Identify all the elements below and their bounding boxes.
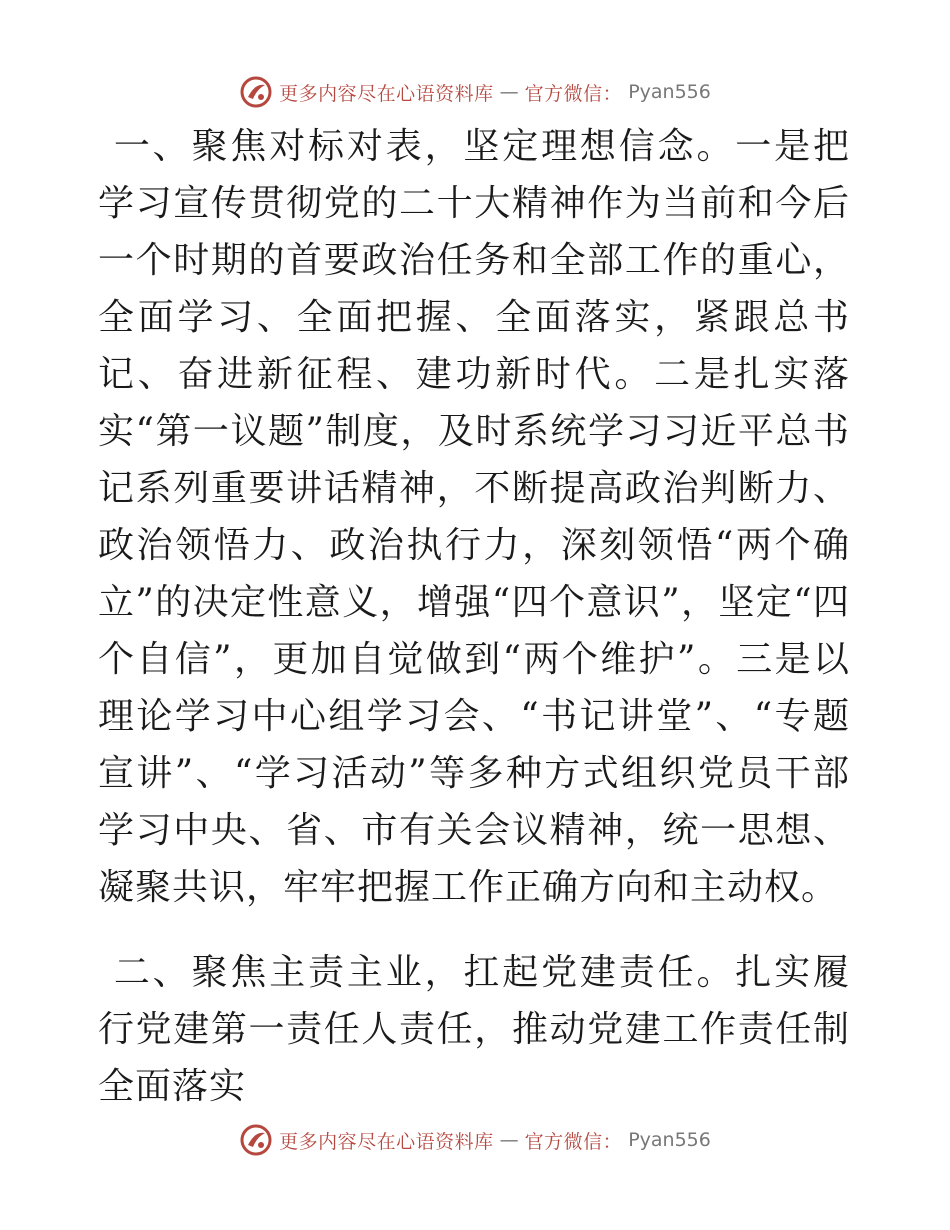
watermark-contact-prefix: 官方微信： bbox=[524, 1130, 623, 1153]
watermark-contact-id: Pyan556 bbox=[628, 81, 711, 103]
header-watermark bbox=[0, 72, 950, 112]
document-body bbox=[98, 118, 850, 1115]
watermark-contact-prefix: 官方微信： bbox=[524, 82, 623, 105]
paragraph-1-text: 一、聚焦对标对表，坚定理想信念。一是把学习宣传贯彻党的二十大精神作为当前和今后一个时期的首要政治任务和全部工作的重心，全面学习、全面把握、全面落实，紧跟总书记、奋进新征程、建功新时代。二是扎实落实“第一议题”制度，及时系统学习习近平总书记系列重要讲话精神，不断提高政治判断力、政治领悟力、政治执行力，深刻领悟“两个确立”的决定性意义，增强“四个意识”，坚定“四个自信”，更加自觉做到“两个维护”。三是以理论学习中心组学习会、“书记讲堂”、“专题宣讲”、“学习活动”等多种方式组织党员干部学习中央、省、市有关会议精神，统一思想、凝聚共识，牢牢把握工作正确方向和主动权。 bbox=[98, 126, 850, 908]
watermark-separator: — bbox=[499, 1129, 519, 1151]
watermark-separator: — bbox=[499, 81, 519, 103]
watermark-contact-id: Pyan556 bbox=[628, 1129, 711, 1151]
brush-seal-logo-icon bbox=[239, 1123, 273, 1157]
watermark-brand-text: 更多内容尽在心语资料库 bbox=[279, 82, 494, 105]
footer-watermark bbox=[0, 1120, 950, 1160]
watermark-brand-text: 更多内容尽在心语资料库 bbox=[279, 1130, 494, 1153]
paragraph-1 bbox=[98, 118, 850, 916]
brush-seal-logo-icon bbox=[239, 75, 273, 109]
paragraph-2 bbox=[98, 944, 850, 1115]
paragraph-2-text: 二、聚焦主责主业，扛起党建责任。扎实履行党建第一责任人责任，推动党建工作责任制全面落实 bbox=[98, 952, 850, 1107]
